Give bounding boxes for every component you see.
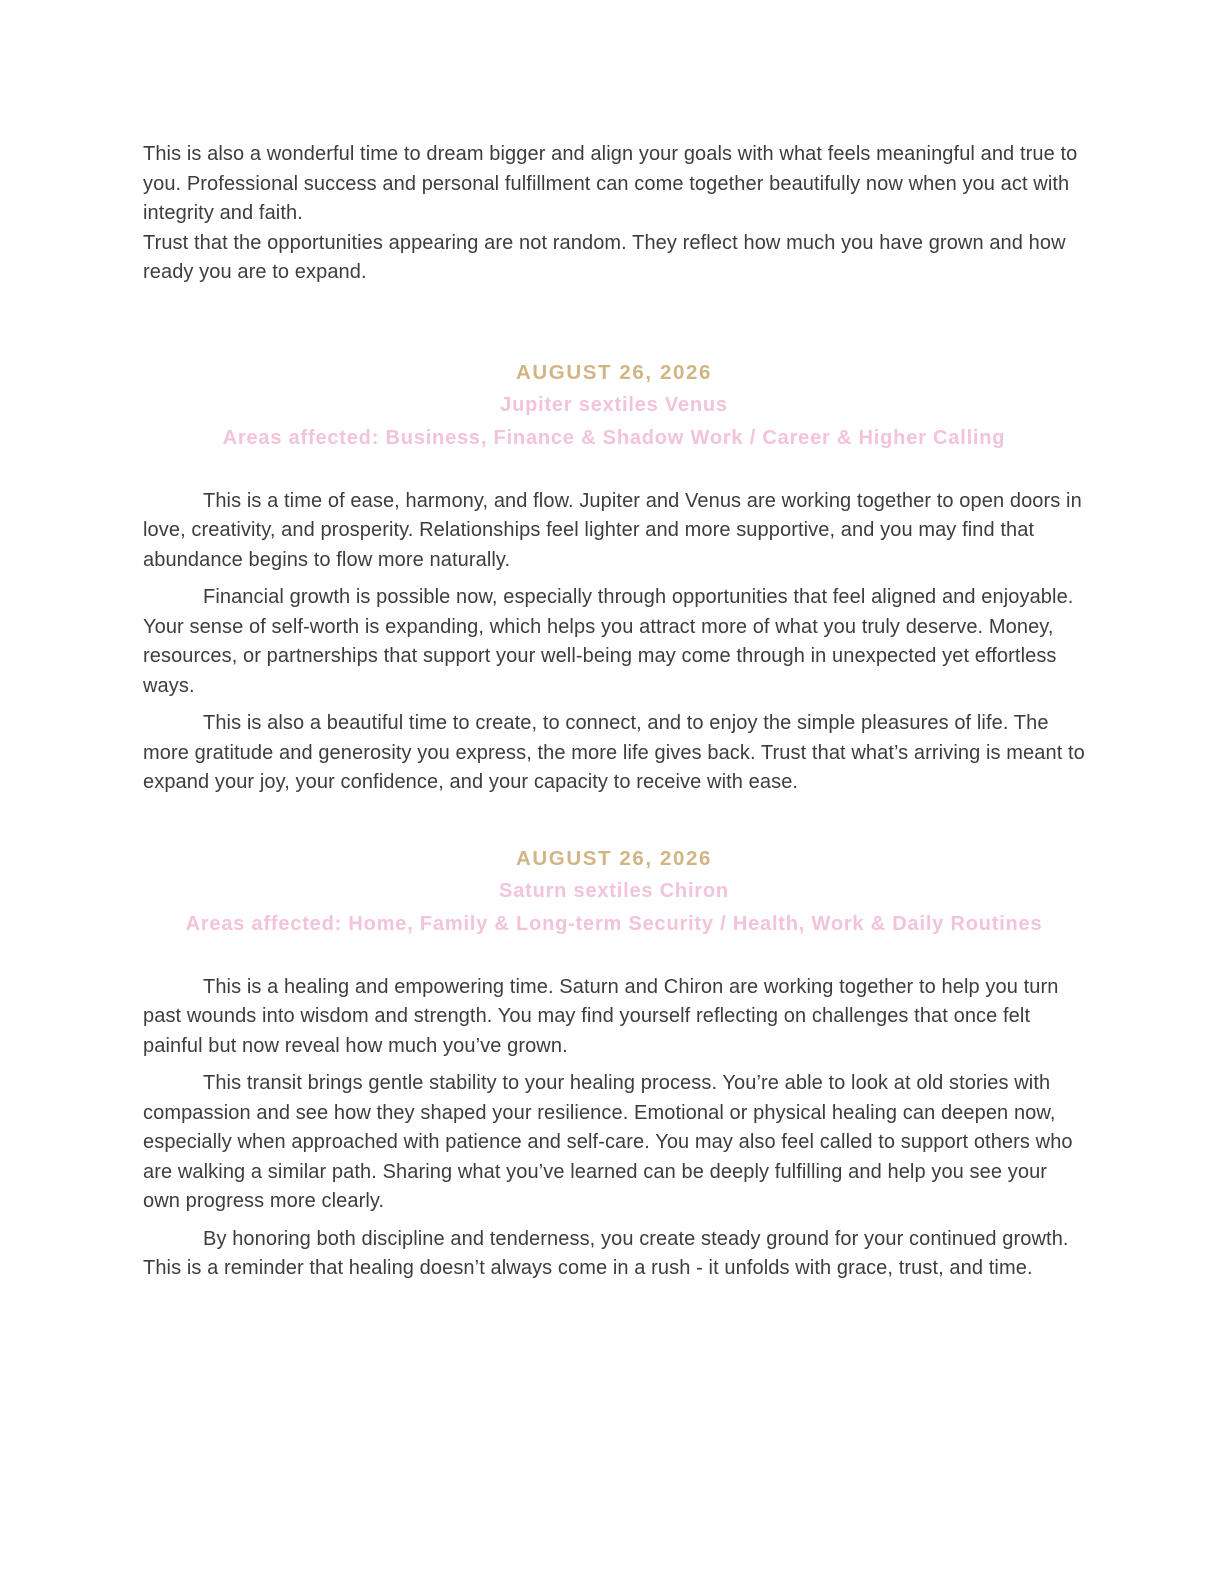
transit-paragraph: By honoring both discipline and tenderness, you create steady ground for your continued growth. This is a reminder that healing doesn’t always come in a rush - it unfolds with grace, trust, and time. <box>143 1227 1069 1279</box>
transit-heading-block <box>143 356 1085 455</box>
transit-date-heading: AUGUST 26, 2026 <box>515 846 713 870</box>
intro-paragraph-1: This is also a wonderful time to dream bigger and align your goals with what feels meaningful and true to you. Professional success and personal fulfillment can come together beautifully now when you act with integrity and faith. <box>143 143 1078 224</box>
transit-paragraph: This is also a beautiful time to create, to connect, and to enjoy the simple pleasures of life. The more gratitude and generosity you express, the more life gives back. Trust that what’s arriving is meant to expand your joy, your confidence, and your capacity to receive with ease. <box>143 712 1085 793</box>
transit-paragraph: Financial growth is possible now, especially through opportunities that feel aligned and enjoyable. Your sense of self-worth is expanding, which helps you attract more of what you truly deserve. Money, resources, or partnerships that support your well-being may come through in unexpected yet effortless ways. <box>143 586 1074 697</box>
transit-paragraph: This is a time of ease, harmony, and flow. Jupiter and Venus are working together to open doors in love, creativity, and prosperity. Relationships feel lighter and more supportive, and you may find that abundance begins to flow more naturally. <box>143 489 1082 571</box>
transit-body <box>143 973 1085 1284</box>
transit-paragraph: This transit brings gentle stability to your healing process. You’re able to look at old stories with compassion and see how they shaped your resilience. Emotional or physical healing can deepen now, especially when approached with patience and self-care. You may also feel called to support others who are walking a similar path. Sharing what you’ve learned can be deeply fulfilling and help you see your own progress more clearly. <box>143 1072 1073 1212</box>
transit-paragraph: This is a healing and empowering time. Saturn and Chiron are working together to help you turn past wounds into wisdom and strength. You may find yourself reflecting on challenges that once felt painful but now reveal how much you’ve grown. <box>143 975 1059 1057</box>
transit-title: Jupiter sextiles Venus <box>500 393 728 416</box>
transit-date-heading: AUGUST 26, 2026 <box>515 360 713 384</box>
transit-areas-affected: Areas affected: Home, Family & Long-term Security / Health, Work & Daily Routines <box>185 912 1043 935</box>
intro-paragraph-2: Trust that the opportunities appearing are not random. They reflect how much you have grown and how ready you are to expand. <box>143 231 1066 283</box>
transit-areas-affected: Areas affected: Business, Finance & Shadow Work / Career & Higher Calling <box>222 426 1006 449</box>
transit-body <box>143 487 1085 798</box>
transit-section-saturn-chiron <box>143 842 1085 1284</box>
transit-section-jupiter-venus <box>143 356 1085 798</box>
transit-heading-block <box>143 842 1085 941</box>
transit-title: Saturn sextiles Chiron <box>499 879 729 902</box>
